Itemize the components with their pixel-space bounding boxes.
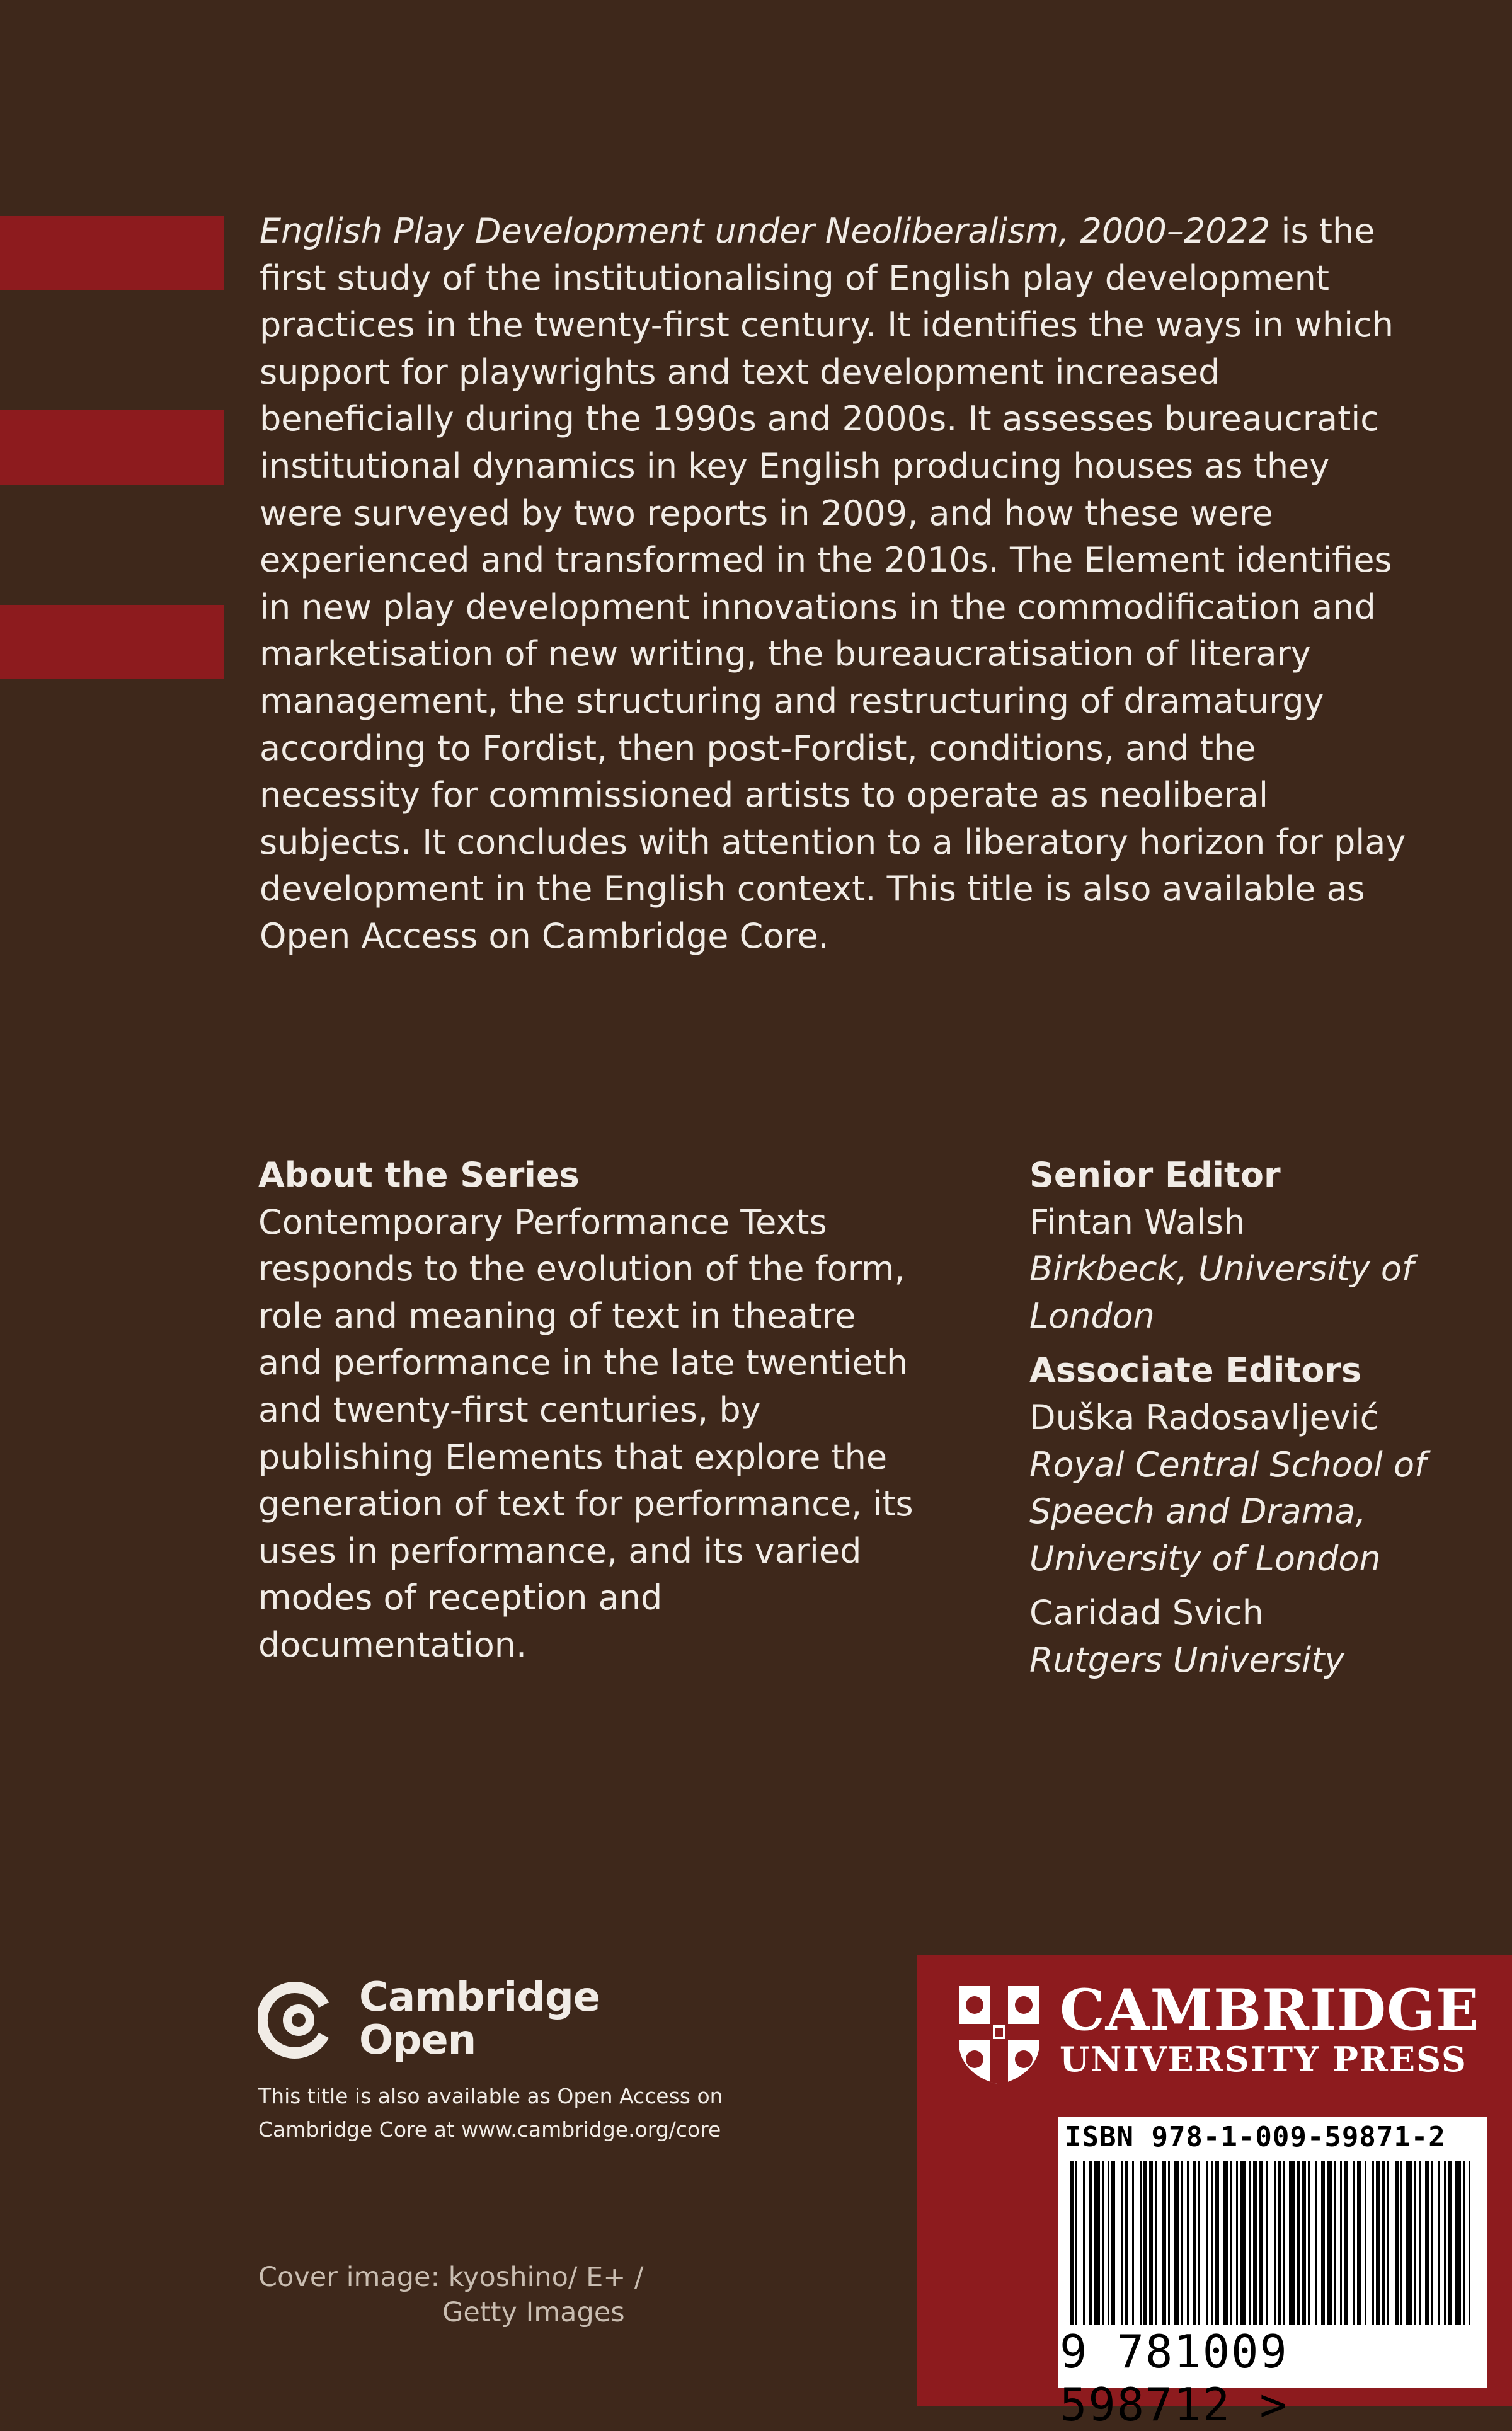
description-text: is the first study of the institutionalising of English play development practices in the twenty-first century. It identifies the ways in which support for playwrights and text development increased beneficially during the 1990s and 2000s. It assesses bureaucratic institutional dynamics in key English producing houses as they were surveyed by two reports in 2009, and how these were experienced and transformed in the 2010s. The Element identifies in new play development innovations in the commodification and marketisation of new writing, the bureaucratisation of literary management, the structuring and restructuring of dramaturgy according to Fordist, then post-Fordist, conditions, and the necessity for commissioned artists to operate as neoliberal subjects. It concludes with attention to a liberatory horizon for play development in the English context. This title is also available as Open Access on Cambridge Core. bbox=[260, 211, 1406, 956]
about-series-section bbox=[258, 1152, 914, 1669]
associate-editor-affiliation: Royal Central School of Speech and Drama, University of London bbox=[1029, 1444, 1427, 1578]
decorative-bar-1 bbox=[0, 216, 224, 290]
senior-editor-affiliation: Birkbeck, University of London bbox=[1029, 1249, 1414, 1336]
credit-line-1: Cover image: kyoshino/ E+ / bbox=[258, 2261, 644, 2293]
decorative-bar-2 bbox=[0, 410, 224, 485]
open-access-icon bbox=[258, 1980, 339, 2060]
cover-image-credit bbox=[258, 2260, 643, 2330]
book-title: English Play Development under Neoliberalism, 2000–2022 bbox=[260, 211, 1271, 251]
cambridge-open-line1: Cambridge bbox=[359, 1974, 600, 2021]
isbn-barcode-box bbox=[1058, 2117, 1487, 2431]
publisher-panel bbox=[917, 1955, 1512, 2431]
publisher-name: CAMBRIDGE bbox=[1060, 1977, 1480, 2043]
credit-line-2: Getty Images bbox=[442, 2297, 625, 2328]
open-access-note: This title is also available as Open Access on Cambridge Core at www.cambridge.org/core bbox=[258, 2084, 723, 2142]
associate-editor-name: Caridad Svich bbox=[1029, 1593, 1264, 1633]
decorative-bar-3 bbox=[0, 605, 224, 679]
isbn-label: ISBN 978-1-009-59871-2 bbox=[1065, 2121, 1446, 2153]
about-series-heading: About the Series bbox=[258, 1155, 580, 1195]
university-crest-icon bbox=[958, 1985, 1041, 2086]
associate-editor-affiliation: Rutgers University bbox=[1029, 1640, 1345, 1680]
cambridge-open-logo bbox=[258, 1974, 636, 2074]
cambridge-open-line2: Open bbox=[359, 2017, 476, 2064]
barcode-icon bbox=[1066, 2161, 1475, 2325]
senior-editor-name: Fintan Walsh bbox=[1029, 1202, 1246, 1242]
associate-editor-name: Duška Radosavljević bbox=[1029, 1397, 1379, 1437]
editors-section bbox=[1029, 1152, 1508, 1684]
senior-editor-heading: Senior Editor bbox=[1029, 1155, 1281, 1195]
book-description bbox=[260, 208, 1419, 960]
about-series-text: Contemporary Performance Texts responds to the evolution of the form, role and meaning of text in theatre and performance in the late twentieth and twenty-first centuries, by publishing Elements that explore the generation of text for performance, its uses in performance, and its varied modes of reception and documentation. bbox=[258, 1202, 914, 1665]
associate-editors-heading: Associate Editors bbox=[1029, 1350, 1362, 1391]
publisher-subname: UNIVERSITY PRESS bbox=[1060, 2039, 1467, 2079]
isbn-digits: 9 781009 598712 > bbox=[1060, 2325, 1288, 2431]
